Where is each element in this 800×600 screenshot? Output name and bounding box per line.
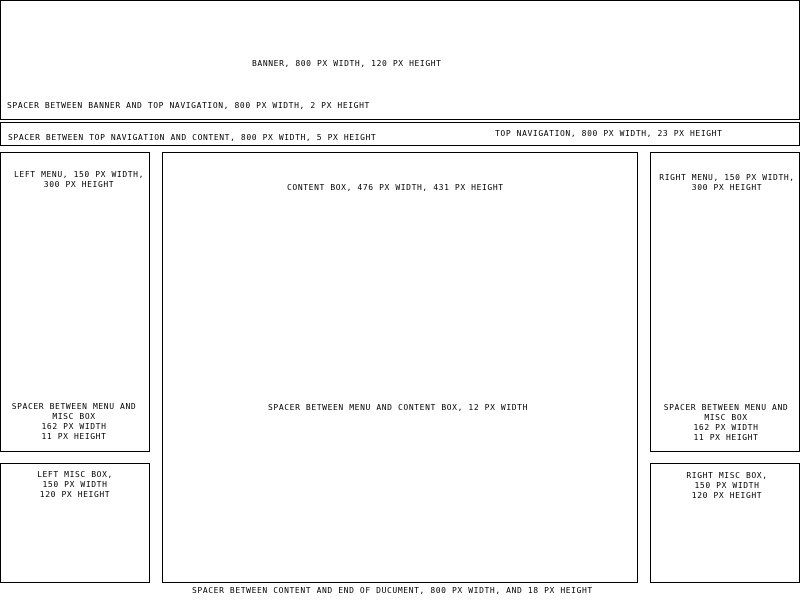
banner-spacer-label: SPACER BETWEEN BANNER AND TOP NAVIGATION, 800 PX WIDTH, 2 PX HEIGHT xyxy=(7,101,370,110)
left-misc-box-label: LEFT MISC BOX, 150 PX WIDTH 120 PX HEIGHT xyxy=(37,470,113,499)
content-box xyxy=(162,152,638,583)
banner-label: BANNER, 800 PX WIDTH, 120 PX HEIGHT xyxy=(252,59,442,68)
left-menu-spacer-label: SPACER BETWEEN MENU AND MISC BOX 162 PX WIDTH 11 PX HEIGHT xyxy=(11,402,137,441)
right-menu-label: RIGHT MENU, 150 PX WIDTH, 300 PX HEIGHT xyxy=(659,173,795,192)
content-box-label: CONTENT BOX, 476 PX WIDTH, 431 PX HEIGHT xyxy=(287,183,504,192)
top-navigation-spacer-label: SPACER BETWEEN TOP NAVIGATION AND CONTENT, 800 PX WIDTH, 5 PX HEIGHT xyxy=(8,133,377,142)
left-menu-label: LEFT MENU, 150 PX WIDTH, 300 PX HEIGHT xyxy=(14,170,144,189)
right-menu-spacer-label: SPACER BETWEEN MENU AND MISC BOX 162 PX WIDTH 11 PX HEIGHT xyxy=(663,403,789,442)
content-spacer-label: SPACER BETWEEN MENU AND CONTENT BOX, 12 PX WIDTH xyxy=(268,403,528,412)
top-navigation-label: TOP NAVIGATION, 800 PX WIDTH, 23 PX HEIGHT xyxy=(495,129,723,138)
footer-spacer-label: SPACER BETWEEN CONTENT AND END OF DUCUMENT, 800 PX WIDTH, AND 18 PX HEIGHT xyxy=(192,586,593,595)
right-misc-box-label: RIGHT MISC BOX, 150 PX WIDTH 120 PX HEIGHT xyxy=(686,471,768,500)
